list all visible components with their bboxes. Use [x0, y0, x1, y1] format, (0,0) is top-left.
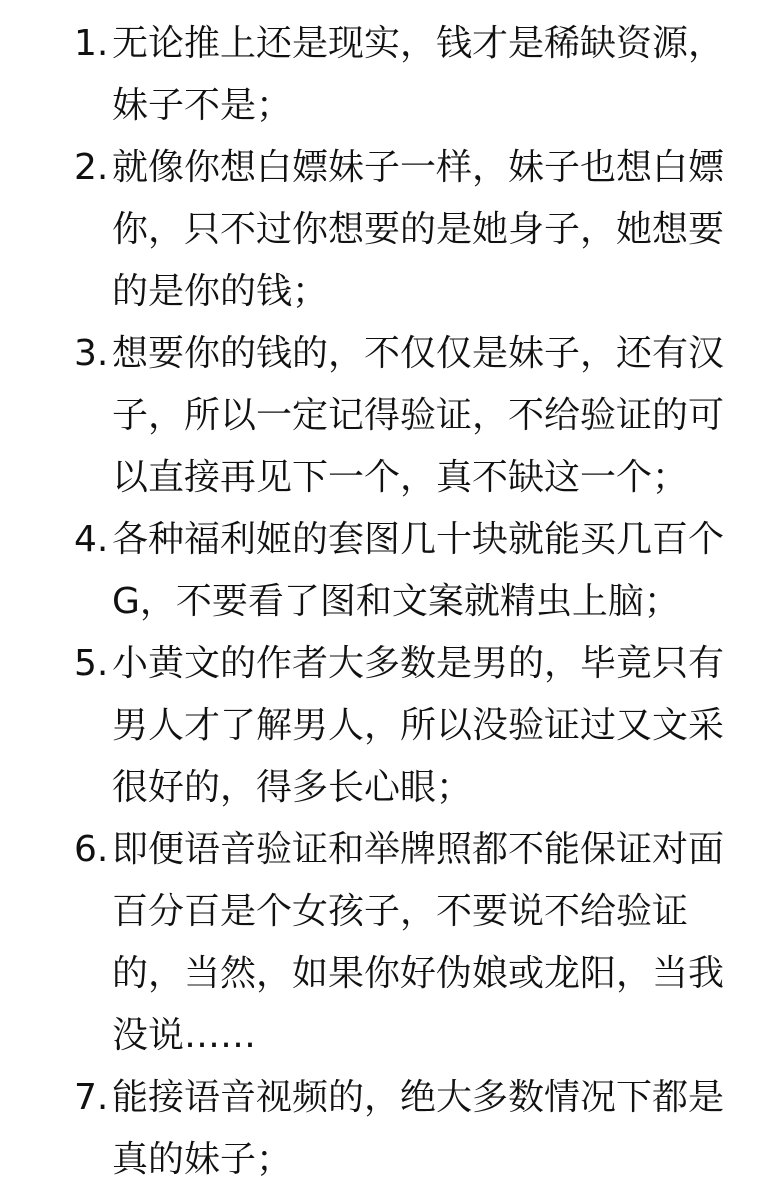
list-item-number: 4.	[74, 519, 109, 560]
text-line: 以直接再见下一个，真不缺这一个；	[112, 457, 689, 498]
text-line: 的是你的钱；	[112, 271, 329, 312]
list-item	[0, 633, 771, 819]
list-item-text	[112, 633, 725, 819]
list-item	[0, 819, 771, 1067]
list-item-number: 2.	[74, 147, 109, 188]
list-item-number: 5.	[74, 643, 109, 684]
list-item-number: 3.	[74, 333, 109, 374]
text-line: 妹子不是；	[112, 85, 293, 126]
text-line: 即便语音验证和举牌照都不能保证对面	[112, 829, 725, 870]
text-line: 百分百是个女孩子，不要说不给验证	[112, 891, 689, 932]
text-line: 真的妹子；	[112, 1139, 293, 1180]
text-line: 能接语音视频的，绝大多数情况下都是	[112, 1077, 725, 1118]
text-line: 没说……	[112, 1015, 257, 1056]
text-line: 男人才了解男人，所以没验证过又文采	[112, 705, 725, 746]
list-item-text	[112, 323, 725, 509]
text-line: 想要你的钱的，不仅仅是妹子，还有汉	[112, 333, 725, 374]
text-line: 你，只不过你想要的是她身子，她想要	[112, 209, 725, 250]
list-item	[0, 1067, 771, 1191]
text-line: 子，所以一定记得验证，不给验证的可	[112, 395, 725, 436]
list-item-text	[112, 1067, 725, 1191]
list-item-text	[112, 13, 725, 137]
list-item	[0, 137, 771, 323]
list-item-number: 7.	[74, 1077, 109, 1118]
list-item-number: 1.	[74, 23, 109, 64]
list-item	[0, 509, 771, 633]
text-line: 的，当然，如果你好伪娘或龙阳，当我	[112, 953, 725, 994]
text-line: 很好的，得多长心眼；	[112, 767, 473, 808]
list-item-text	[112, 819, 725, 1067]
text-line: 各种福利姬的套图几十块就能买几百个	[112, 519, 725, 560]
numbered-list	[0, 13, 771, 1191]
text-line: 小黄文的作者大多数是男的，毕竟只有	[112, 643, 725, 684]
text-line: 就像你想白嫖妹子一样，妹子也想白嫖	[112, 147, 725, 188]
text-line: 无论推上还是现实，钱才是稀缺资源，	[112, 23, 725, 64]
list-item	[0, 13, 771, 137]
list-item-number: 6.	[74, 829, 109, 870]
list-item	[0, 323, 771, 509]
list-item-text	[112, 137, 725, 323]
list-item-text	[112, 509, 725, 633]
text-line: G，不要看了图和文案就精虫上脑；	[112, 581, 680, 622]
